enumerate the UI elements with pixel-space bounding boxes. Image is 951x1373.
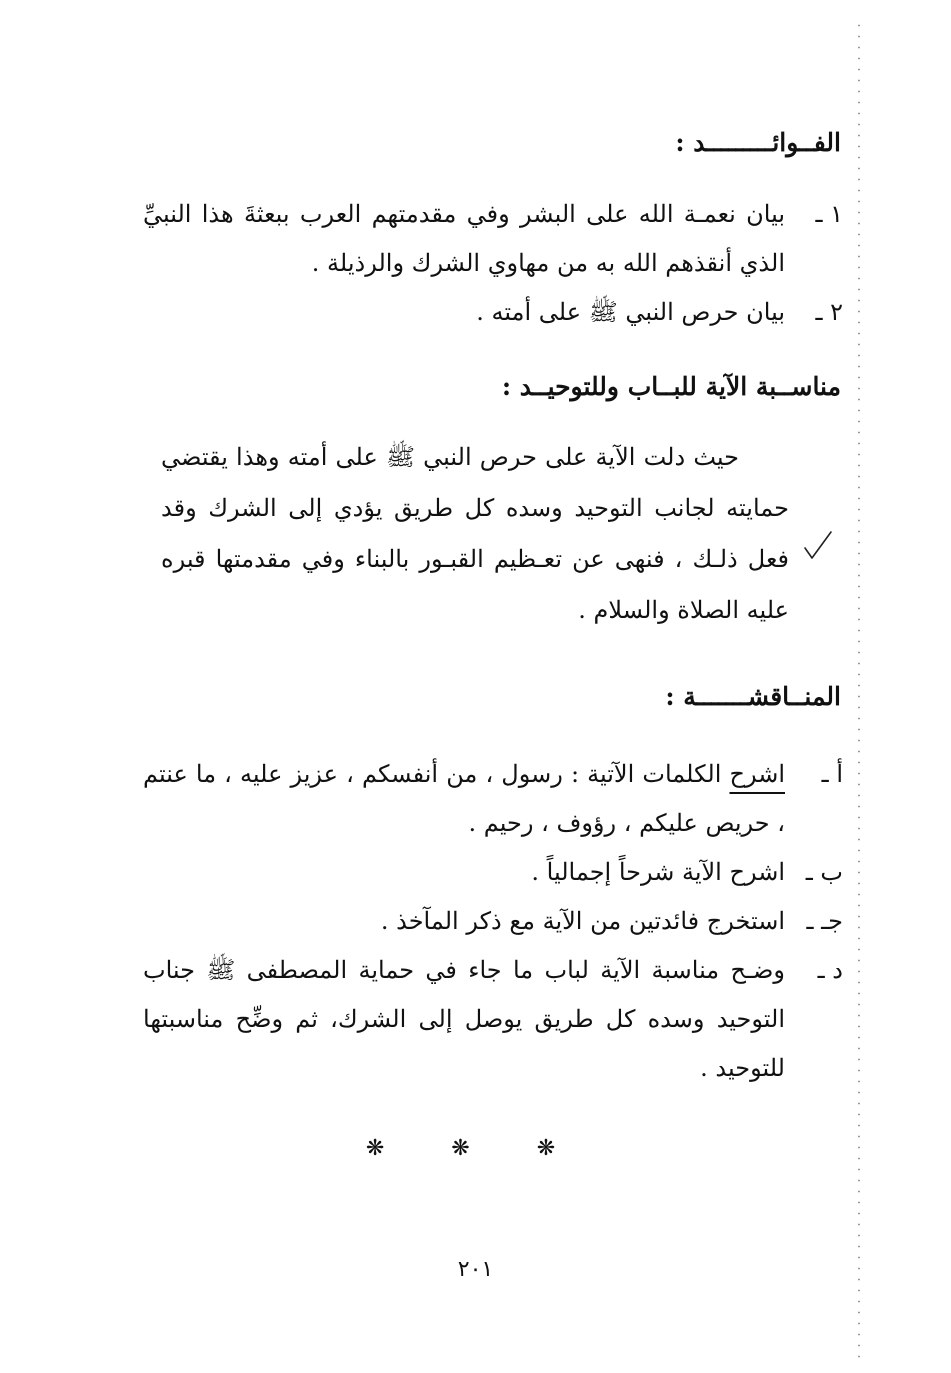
relevance-heading: مناســبة الآية للبــاب وللتوحيــد : [501, 372, 841, 401]
benefit-item-1 [143, 190, 843, 288]
discussion-item-a [143, 750, 843, 848]
page-number: ٢٠١ [457, 1257, 494, 1282]
discussion-marker: د ـ [817, 956, 843, 984]
checkmark-icon [803, 528, 835, 568]
discussion-heading: المنــاقشـــــــة : [665, 682, 841, 711]
discussion-item-c [143, 897, 843, 946]
discussion-marker: أ ـ [821, 760, 843, 788]
relevance-paragraph [161, 432, 789, 636]
benefit-text: بيان حرص النبي ﷺ على أمته . [476, 298, 785, 326]
underlined-word: اشرح [729, 760, 785, 788]
benefits-heading: الفــوائـــــــــد : [675, 128, 841, 157]
relevance-text: حيث دلت الآية على حرص النبي ﷺ على أمته وهذا يقتضي حمايته لجانب التوحيد وسده كل طريق يؤدي إلى الشرك وقد فعل ذلـك ، فنهى عن تعـظيم القبـور بالبناء وفي مقدمتها قبره عليه الصلاة والسلام . [161, 443, 789, 624]
section-separator: ❋ ❋ ❋ [365, 1136, 586, 1161]
discussion-text: وضـح مناسبة الآية لباب ما جاء في حماية المصطفى ﷺ جناب التوحيد وسده كل طريق يوصل إلى الشرك، ثم وضِّح مناسبتها للتوحيد . [143, 956, 785, 1082]
benefit-marker: ٢ ـ [815, 298, 843, 326]
discussion-marker: جـ ـ [806, 907, 843, 935]
benefit-item-2 [143, 288, 843, 337]
discussion-marker: ب ـ [805, 858, 843, 886]
benefit-marker: ١ ـ [815, 200, 843, 228]
discussion-text: استخرج فائدتين من الآية مع ذكر المآخذ . [380, 907, 785, 935]
discussion-text: اشرح الآية شرحاً إجمالياً . [531, 858, 785, 886]
benefit-text: بيان نعمـة الله على البشر وفي مقدمتهم العرب ببعثةَ هذا النبيِّ الذي أنقذهم الله به من مهاوي الشرك والرذيلة . [143, 200, 785, 277]
discussion-item-d [143, 946, 843, 1093]
discussion-text: اشرح الكلمات الآتية : رسول ، من أنفسكم ، عزيز عليه ، ما عنتم ، حريص عليكم ، رؤوف ، رحيم . [143, 760, 785, 837]
discussion-item-b [143, 848, 843, 897]
